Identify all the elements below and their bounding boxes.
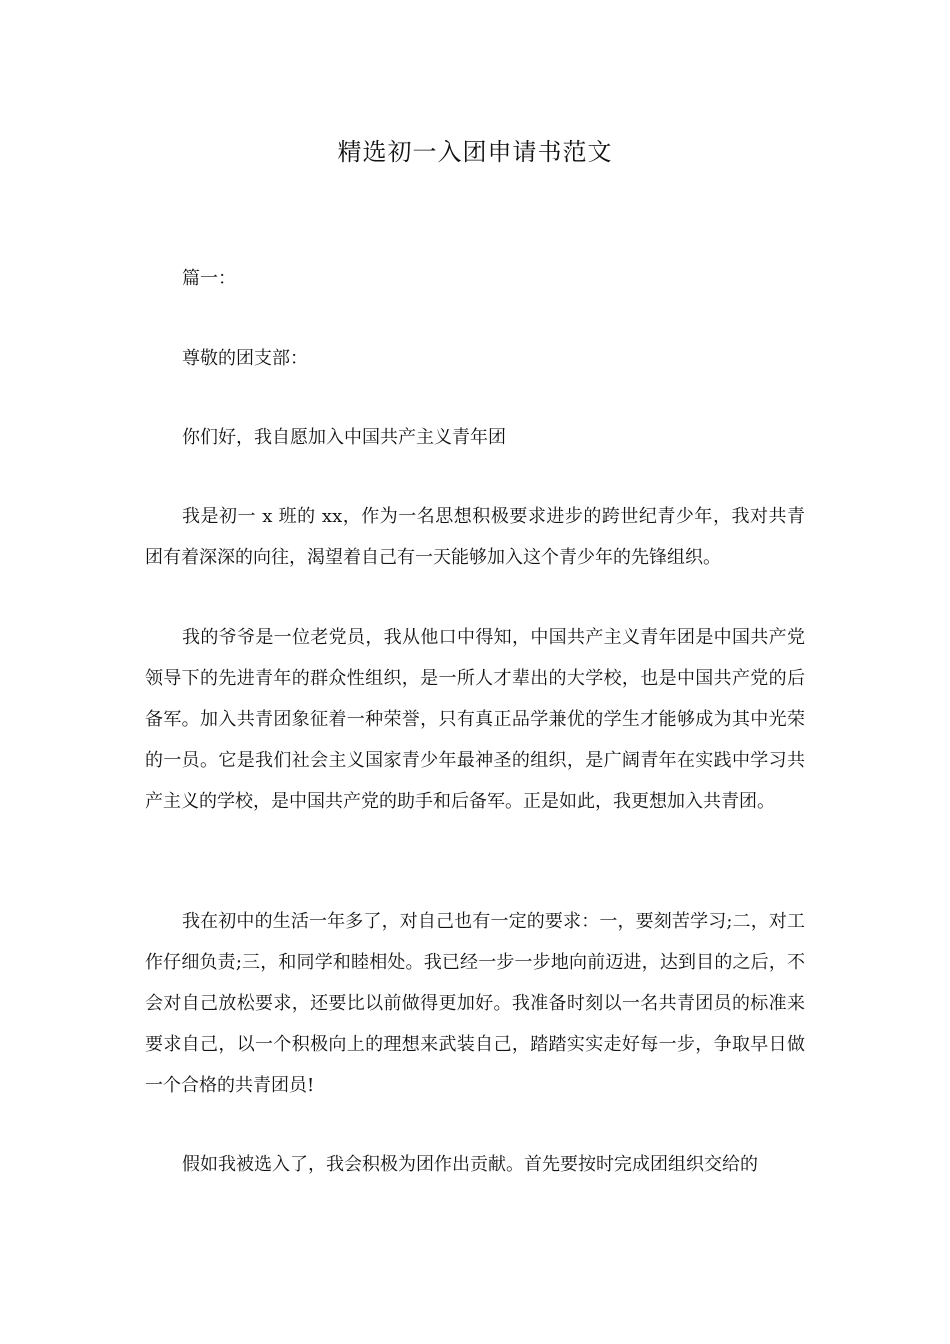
document-title: 精选初一入团申请书范文 (337, 138, 613, 166)
paragraph-requirements: 我在初中的生活一年多了，对自己也有一定的要求：一，要刻苦学习;二，对工作仔细负责;三，和同学和睦相处。我已经一步一步地向前迈进，达到目的之后，不会对自己放松要求，还要比以前做得更加好。我准备时刻以一名共青团员的标准来要求自己，以一个积极向上的理想来武装自己，踏踏实实走好每一步，争取早日做一个合格的共青团员! (145, 911, 805, 1096)
paragraph-greeting: 你们好，我自愿加入中国共产主义青年团 (182, 427, 506, 448)
paragraph-introduction: 我是初一 x 班的 xx，作为一名思想积极要求进步的跨世纪青少年，我对共青团有着深深的向往，渴望着自己有一天能够加入这个青少年的先锋组织。 (145, 506, 805, 568)
paragraph-section-label: 篇一： (182, 268, 236, 289)
paragraph-grandfather: 我的爷爷是一位老党员，我从他口中得知，中国共产主义青年团是中国共产党领导下的先进青年的群众性组织，是一所人才辈出的大学校，也是中国共产党的后备军。加入共青团象征着一种荣誉，只有真正品学兼优的学生才能够成为其中光荣的一员。它是我们社会主义国家青少年最神圣的组织，是广阔青年在实践中学习共产主义的学校，是中国共产党的助手和后备军。正是如此，我更想加入共青团。 (145, 627, 805, 812)
paragraph-salutation: 尊敬的团支部： (182, 348, 308, 369)
paragraph-contribution: 假如我被选入了，我会积极为团作出贡献。首先要按时完成团组织交给的 (182, 1154, 758, 1175)
